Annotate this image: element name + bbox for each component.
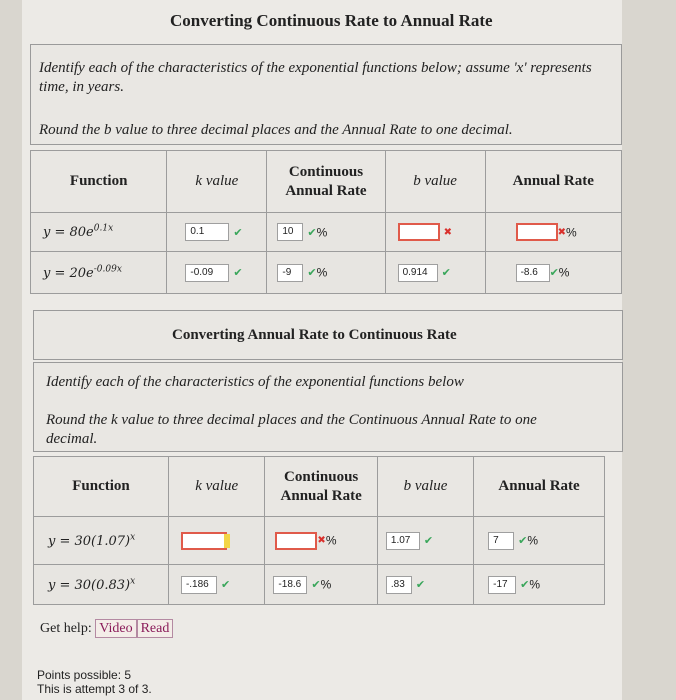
k-input[interactable]: 0.1 bbox=[185, 223, 229, 241]
col-function: Function bbox=[31, 151, 167, 213]
k-input[interactable] bbox=[181, 532, 227, 550]
section2-instruction-1: Identify each of the characteristics of the exponential functions below bbox=[46, 374, 464, 390]
check-icon: ✔ bbox=[307, 266, 317, 280]
attempt-count: This is attempt 3 of 3. bbox=[37, 682, 152, 696]
check-icon: ✔ bbox=[233, 266, 243, 280]
percent-sign: % bbox=[320, 577, 332, 592]
function-cell: $y = 30(0.83)^x$ bbox=[34, 565, 169, 605]
percent-sign: % bbox=[316, 225, 328, 240]
section2-table bbox=[33, 456, 605, 605]
cross-icon: ✖ bbox=[443, 226, 452, 238]
cont-cell bbox=[267, 252, 385, 294]
check-icon: ✔ bbox=[415, 578, 426, 592]
function-cell: $y = 20e^{-0.09x}$ bbox=[31, 252, 167, 294]
continuous-rate-input[interactable]: 10 bbox=[277, 223, 303, 241]
annual-cell bbox=[474, 517, 605, 565]
section2-instructions bbox=[33, 362, 623, 452]
continuous-rate-input[interactable] bbox=[275, 532, 317, 550]
section2-header bbox=[33, 310, 623, 360]
table-row bbox=[31, 213, 622, 252]
cross-icon: ✖ bbox=[557, 226, 566, 238]
percent-sign: % bbox=[316, 265, 328, 280]
annual-rate-input[interactable]: 7 bbox=[488, 532, 514, 550]
col-annual-rate: Annual Rate bbox=[474, 457, 605, 517]
table-row bbox=[34, 517, 605, 565]
section2-instruction-2: Round the k value to three decimal places and the Continuous Annual Rate to one decimal. bbox=[46, 412, 537, 447]
section1-table bbox=[30, 150, 622, 294]
annual-cell bbox=[474, 565, 605, 605]
k-cell bbox=[167, 252, 267, 294]
check-icon: ✔ bbox=[518, 534, 528, 548]
continuous-rate-input[interactable]: -9 bbox=[277, 264, 303, 282]
section1-instruction-1: Identify each of the characteristics of the exponential functions below; assume 'x' represents time, in years. bbox=[39, 60, 592, 95]
check-icon: ✔ bbox=[423, 534, 434, 548]
annual-rate-input[interactable] bbox=[516, 223, 558, 241]
percent-sign: % bbox=[558, 265, 570, 280]
section2-title: Converting Annual Rate to Continuous Rate bbox=[172, 327, 457, 343]
check-icon: ✔ bbox=[520, 578, 530, 592]
points-info bbox=[37, 668, 152, 696]
check-icon: ✔ bbox=[311, 578, 321, 592]
video-help-link[interactable]: Video bbox=[95, 619, 136, 638]
col-continuous-rate: Continuous Annual Rate bbox=[267, 151, 385, 213]
col-k-value: k value bbox=[168, 457, 264, 517]
col-b-value: b value bbox=[377, 457, 473, 517]
check-icon: ✔ bbox=[307, 225, 317, 239]
b-input[interactable]: 0.914 bbox=[398, 264, 438, 282]
b-input[interactable]: 1.07 bbox=[386, 532, 420, 550]
percent-sign: % bbox=[325, 533, 337, 548]
percent-sign: % bbox=[529, 577, 541, 592]
annual-rate-input[interactable]: -17 bbox=[488, 576, 516, 594]
table-row bbox=[31, 252, 622, 294]
continuous-rate-input[interactable]: -18.6 bbox=[273, 576, 307, 594]
b-cell bbox=[385, 213, 485, 252]
col-b-value: b value bbox=[385, 151, 485, 213]
text-cursor bbox=[224, 534, 230, 548]
k-cell bbox=[168, 565, 264, 605]
check-icon: ✔ bbox=[220, 578, 231, 592]
col-continuous-rate: Continuous Annual Rate bbox=[265, 457, 377, 517]
b-cell bbox=[385, 252, 485, 294]
section1-instruction-2: Round the b value to three decimal places and the Annual Rate to one decimal. bbox=[39, 122, 513, 138]
function-cell: $y = 80e^{0.1x}$ bbox=[31, 213, 167, 252]
k-input[interactable]: -.186 bbox=[181, 576, 217, 594]
col-annual-rate: Annual Rate bbox=[485, 151, 621, 213]
section1-instructions bbox=[30, 44, 622, 145]
function-cell: $y = 30(1.07)^x$ bbox=[34, 517, 169, 565]
check-icon: ✔ bbox=[441, 266, 451, 280]
col-function: Function bbox=[34, 457, 169, 517]
check-icon: ✔ bbox=[549, 266, 559, 280]
annual-cell bbox=[485, 252, 621, 294]
cont-cell bbox=[265, 565, 377, 605]
percent-sign: % bbox=[565, 225, 577, 240]
cont-cell bbox=[265, 517, 377, 565]
get-help bbox=[40, 621, 173, 637]
b-cell bbox=[377, 517, 473, 565]
k-cell bbox=[167, 213, 267, 252]
check-icon: ✔ bbox=[233, 225, 243, 239]
b-input[interactable] bbox=[398, 223, 440, 241]
section1-title: Converting Continuous Rate to Annual Rate bbox=[170, 11, 493, 30]
cross-icon: ✖ bbox=[317, 535, 326, 547]
b-input[interactable]: .83 bbox=[386, 576, 412, 594]
k-input[interactable]: -0.09 bbox=[185, 264, 229, 282]
table-row bbox=[34, 565, 605, 605]
col-k-value: k value bbox=[167, 151, 267, 213]
get-help-label: Get help: bbox=[40, 621, 92, 636]
b-cell bbox=[377, 565, 473, 605]
cont-cell bbox=[267, 213, 385, 252]
annual-cell bbox=[485, 213, 621, 252]
k-cell bbox=[168, 517, 264, 565]
percent-sign: % bbox=[527, 533, 539, 548]
points-possible: Points possible: 5 bbox=[37, 668, 132, 682]
read-help-link[interactable]: Read bbox=[137, 619, 174, 638]
annual-rate-input[interactable]: -8.6 bbox=[516, 264, 550, 282]
